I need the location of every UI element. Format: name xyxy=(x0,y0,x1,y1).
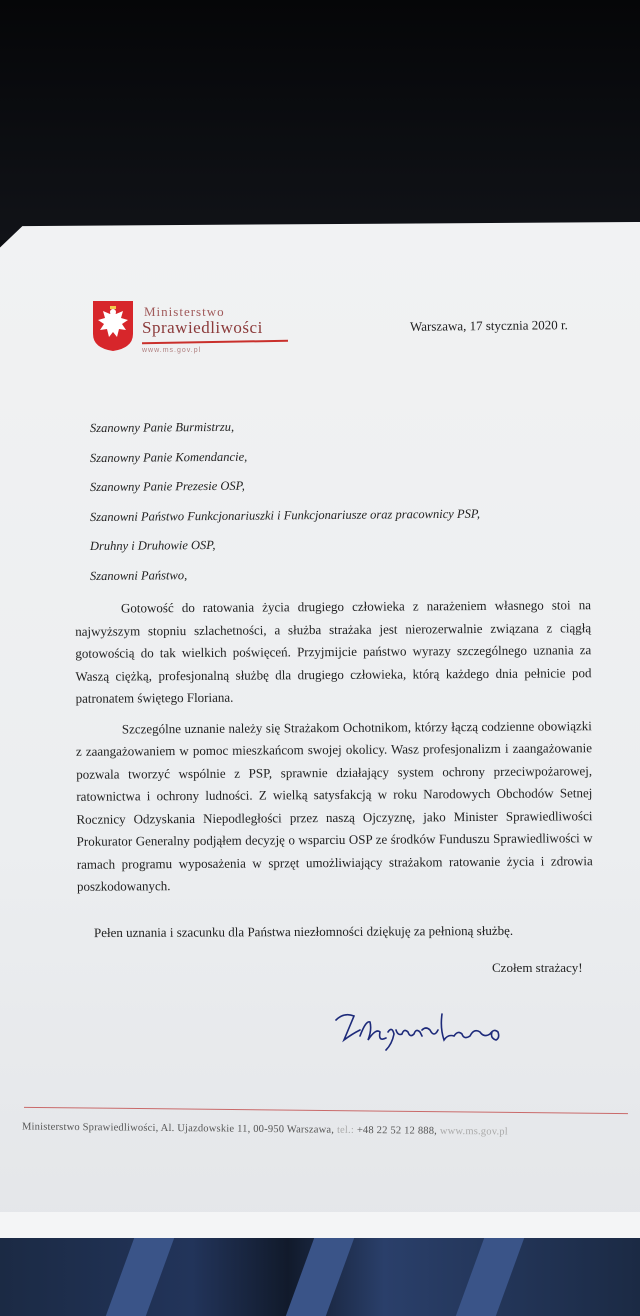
salutation-line: Druhny i Druhowie OSP, xyxy=(89,537,216,554)
ministry-name-line1: Ministerstwo xyxy=(144,304,225,319)
footer-tel-label: tel.: xyxy=(336,1124,355,1136)
closing-sentence: Pełen uznania i szacunku dla Państwa niezłomności dziękuję za pełnioną służbę. xyxy=(93,922,514,941)
salutation-line: Szanowni Państwo Funkcjonariuszki i Funkcjonariusze oraz pracownicy PSP, xyxy=(89,506,481,524)
closing-greeting: Czołem strażacy! xyxy=(492,960,583,975)
body-paragraph: Szczególne uznanie należy się Strażakom Ochotnikom, którzy łączą codzienne obowiązki z zaangażowaniem w pomoc mieszkańcom swojej okolicy. Wasz profesjonalizm i zaangażowanie pozwala tworzyć wspólnie z PSP, sprawnie działający system ochrony przeciwpożarowej, ratownictwa i ochrony ludności. Z wielką satysfakcją w roku Narodowych Obchodów Setnej Rocznicy Odzyskania Niepodległości przez naszą Ojczyznę, jako Minister Sprawiedliwości Prokurator Generalny podjąłem decyzję o wsparciu OSP ze środków Funduszu Sprawiedliwości w ramach programu wyposażenia w sprzęt umożliwiający strażakom ratowanie życia i zdrowia poszkodowanych. xyxy=(75,717,593,894)
letterhead-red-rule xyxy=(142,340,288,345)
salutation-line: Szanowny Panie Prezesie OSP, xyxy=(89,478,245,495)
body-paragraph: Gotowość do ratowania życia drugiego człowieka z narażeniem własnego stoi na najwyższym stopniu szlachetności, a służba strażaka jest nierozerwalnie związana z ciągłą gotowością do tak wielkich poświęceń. Przyjmijcie państwo wyrazy szczególnego uznania za Waszą ciężką, profesjonalną służbę dla drugiego człowieka, którą każdego dnia pełnicie pod patronatem świętego Floriana. xyxy=(75,597,592,706)
footer-website: www.ms.gov.pl xyxy=(439,1125,508,1138)
polish-eagle-emblem-icon xyxy=(92,300,134,352)
dark-background xyxy=(0,0,640,240)
salutation-line: Szanowny Panie Burmistrzu, xyxy=(89,419,235,436)
handwritten-signature xyxy=(330,1000,510,1056)
footer-phone: +48 22 52 12 888, xyxy=(356,1124,438,1137)
letter-date: Warszawa, 17 stycznia 2020 r. xyxy=(409,317,568,334)
letter-body xyxy=(75,594,593,906)
ministry-letterhead xyxy=(92,300,292,360)
salutation-line: Szanowny Panie Komendancie, xyxy=(89,449,248,465)
salutation-line: Szanowni Państwo, xyxy=(89,567,188,583)
ministry-name-line2: Sprawiedliwości xyxy=(142,318,263,337)
salutation-list xyxy=(90,418,560,595)
letterhead-website: www.ms.gov.pl xyxy=(142,347,202,354)
footer-address: Ministerstwo Sprawiedliwości, Al. Ujazdowskie 11, 00-950 Warszawa, xyxy=(21,1121,335,1136)
